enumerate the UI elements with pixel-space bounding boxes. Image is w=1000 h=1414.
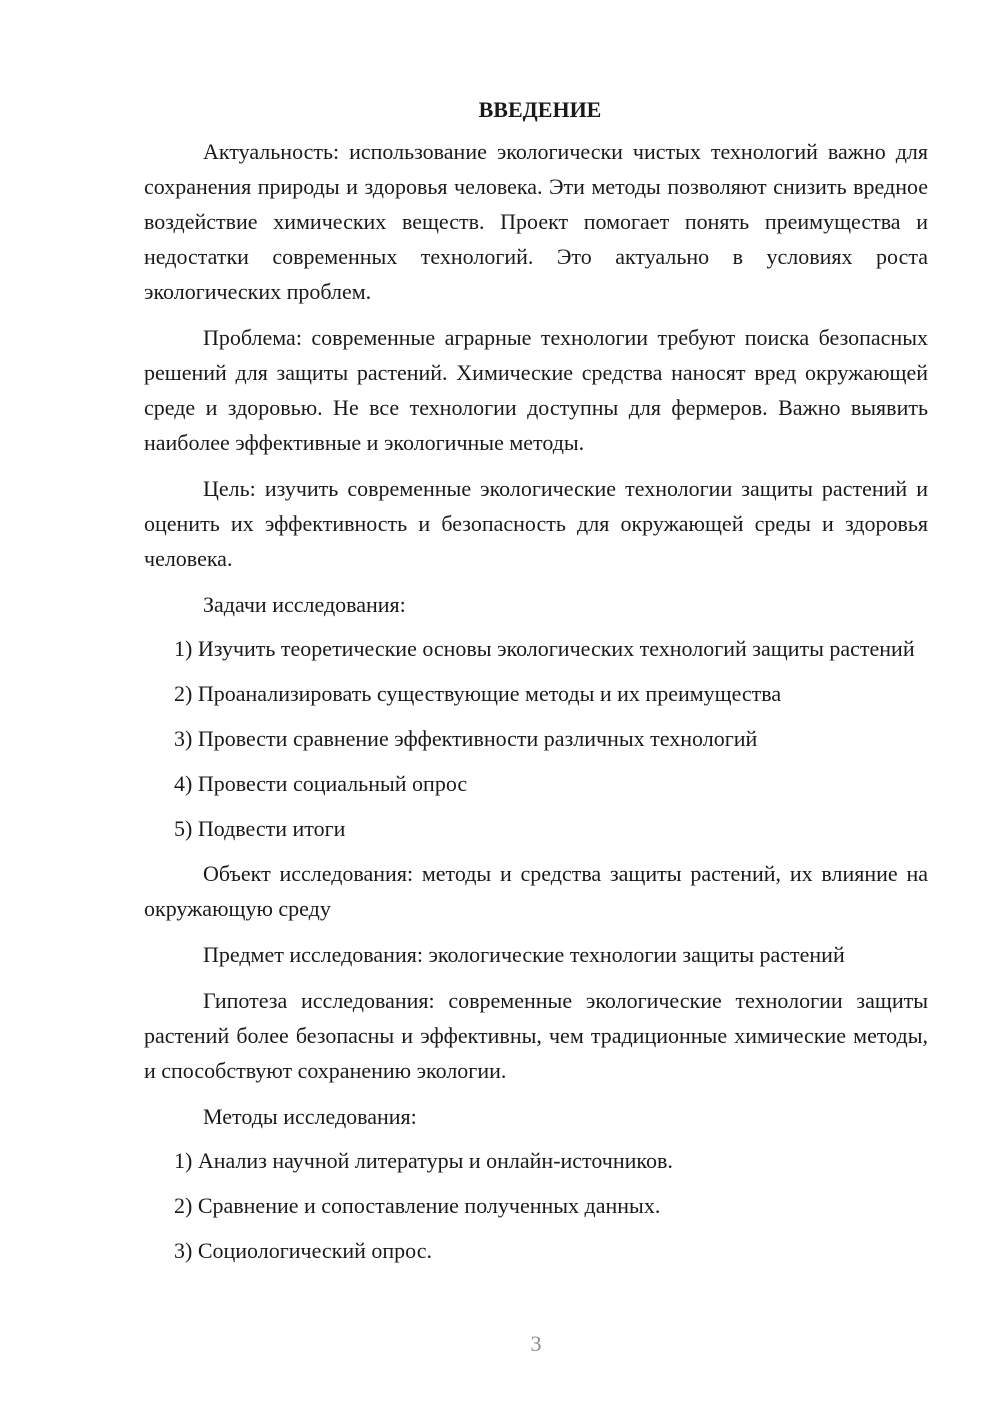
list-item: 2) Проанализировать существующие методы и их преимущества — [174, 681, 782, 706]
page-number: 3 — [530, 1331, 542, 1356]
list-item: 5) Подвести итоги — [174, 816, 346, 841]
document-body — [144, 92, 928, 1278]
list-item: 1) Анализ научной литературы и онлайн-источников. — [174, 1148, 673, 1173]
problem-paragraph: Проблема: современные аграрные технологии требуют поиска безопасных решений для защиты растений. Химические средства наносят вред окружающей среде и здоровью. Не все технологии доступны для фермеров. Важно выявить наиболее эффективные и экологичные методы. — [144, 325, 928, 455]
list-item: 4) Провести социальный опрос — [174, 771, 468, 796]
list-item: 2) Сравнение и сопоставление полученных данных. — [174, 1193, 661, 1218]
methods-list — [144, 1143, 928, 1268]
list-item: 1) Изучить теоретические основы экологических технологий защиты растений — [174, 636, 915, 661]
list-item: 3) Провести сравнение эффективности различных технологий — [174, 726, 758, 751]
tasks-title: Задачи исследования: — [203, 592, 406, 617]
hypothesis-paragraph: Гипотеза исследования: современные экологические технологии защиты растений более безопасны и эффективны, чем традиционные химические методы, и способствуют сохранению экологии. — [144, 988, 928, 1083]
object-paragraph: Объект исследования: методы и средства защиты растений, их влияние на окружающую среду — [144, 861, 928, 921]
tasks-list — [144, 631, 928, 846]
relevance-paragraph: Актуальность: использование экологически чистых технологий важно для сохранения природы и здоровья человека. Эти методы позволяют снизить вредное воздействие химических веществ. Проект помогает понять преимущества и недостатки современных технологий. Это актуально в условиях роста экологических проблем. — [144, 139, 928, 304]
section-heading: ВВЕДЕНИЕ — [478, 97, 602, 122]
list-item: 3) Социологический опрос. — [174, 1238, 432, 1263]
methods-title: Методы исследования: — [203, 1104, 417, 1129]
goal-paragraph: Цель: изучить современные экологические технологии защиты растений и оценить их эффективность и безопасность для окружающей среды и здоровья человека. — [144, 476, 928, 571]
subject-paragraph: Предмет исследования: экологические технологии защиты растений — [203, 942, 845, 967]
